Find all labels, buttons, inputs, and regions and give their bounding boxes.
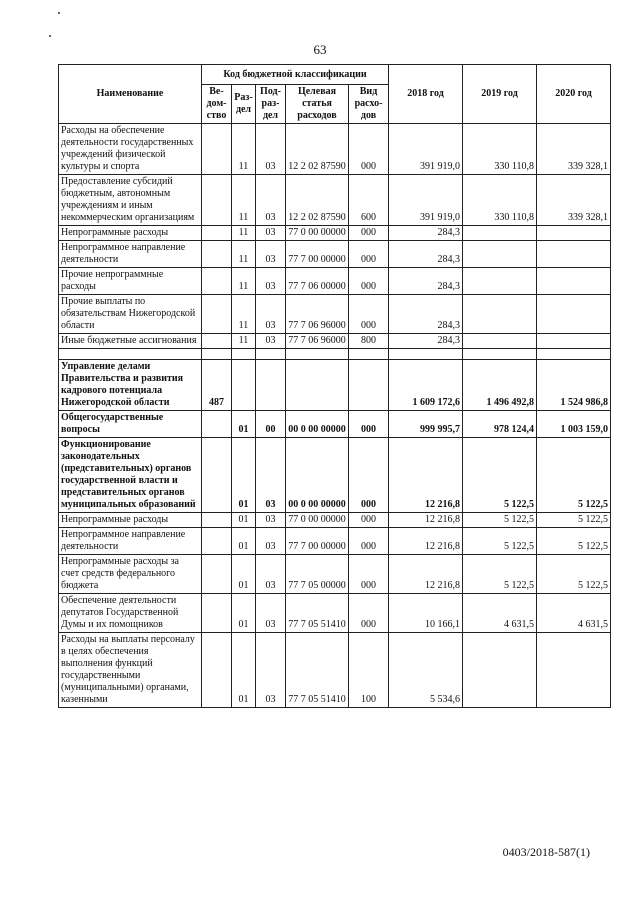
spacer-cell xyxy=(389,349,463,360)
cell-razdel: 01 xyxy=(232,513,256,528)
cell-target: 12 2 02 87590 xyxy=(286,124,349,175)
spacer-cell xyxy=(286,349,349,360)
cell-target: 00 0 00 00000 xyxy=(286,438,349,513)
cell-razdel: 01 xyxy=(232,555,256,594)
cell-ved: 487 xyxy=(202,360,232,411)
header-vid: Вид расхо- дов xyxy=(349,85,389,124)
cell-podrazdel: 03 xyxy=(256,555,286,594)
spacer-cell xyxy=(463,349,537,360)
header-2019: 2019 год xyxy=(463,65,537,124)
cell-2018: 10 166,1 xyxy=(389,594,463,633)
table-row xyxy=(59,295,611,334)
cell-2019: 4 631,5 xyxy=(463,594,537,633)
header-target: Целевая статья расходов xyxy=(286,85,349,124)
cell-razdel: 01 xyxy=(232,528,256,555)
cell-2019 xyxy=(463,633,537,708)
cell-vid: 000 xyxy=(349,241,389,268)
table-body xyxy=(59,124,611,708)
cell-name: Расходы на обеспечение деятельности государственных учреждений физической культуры и спорта xyxy=(59,124,202,175)
spacer-cell xyxy=(537,349,611,360)
cell-name: Обеспечение деятельности депутатов Государственной Думы и их помощников xyxy=(59,594,202,633)
cell-vid xyxy=(349,360,389,411)
table-row xyxy=(59,594,611,633)
cell-vid: 600 xyxy=(349,175,389,226)
cell-2018: 391 919,0 xyxy=(389,175,463,226)
cell-vid: 000 xyxy=(349,555,389,594)
cell-name: Расходы на выплаты персоналу в целях обеспечения выполнения функций государственными (муниципальными) органами, казенными xyxy=(59,633,202,708)
cell-2018: 284,3 xyxy=(389,295,463,334)
cell-vid: 000 xyxy=(349,411,389,438)
cell-name: Предоставление субсидий бюджетным, автономным учреждениям и иным некоммерческим организациям xyxy=(59,175,202,226)
spacer-row xyxy=(59,349,611,360)
cell-2018: 284,3 xyxy=(389,226,463,241)
cell-vid: 000 xyxy=(349,528,389,555)
cell-target: 12 2 02 87590 xyxy=(286,175,349,226)
cell-2018: 5 534,6 xyxy=(389,633,463,708)
budget-table xyxy=(58,64,611,708)
cell-2019: 5 122,5 xyxy=(463,513,537,528)
cell-name: Прочие выплаты по обязательствам Нижегородской области xyxy=(59,295,202,334)
cell-2019: 978 124,4 xyxy=(463,411,537,438)
cell-vid: 000 xyxy=(349,438,389,513)
header-row xyxy=(59,65,611,85)
cell-target: 77 7 05 51410 xyxy=(286,633,349,708)
scan-speck xyxy=(49,35,51,37)
cell-2020: 339 328,1 xyxy=(537,124,611,175)
cell-2018: 284,3 xyxy=(389,241,463,268)
cell-2020 xyxy=(537,241,611,268)
cell-2018: 999 995,7 xyxy=(389,411,463,438)
header-ved: Ве- дом- ство xyxy=(202,85,232,124)
cell-2020: 5 122,5 xyxy=(537,438,611,513)
cell-ved xyxy=(202,411,232,438)
cell-razdel: 11 xyxy=(232,268,256,295)
cell-razdel: 11 xyxy=(232,226,256,241)
document-code: 0403/2018-587(1) xyxy=(502,845,590,859)
cell-2019: 330 110,8 xyxy=(463,175,537,226)
scan-speck xyxy=(58,12,60,14)
cell-2019 xyxy=(463,295,537,334)
cell-name: Прочие непрограммные расходы xyxy=(59,268,202,295)
cell-razdel: 01 xyxy=(232,438,256,513)
cell-vid: 100 xyxy=(349,633,389,708)
table-row xyxy=(59,528,611,555)
header-2018: 2018 год xyxy=(389,65,463,124)
cell-2019 xyxy=(463,226,537,241)
spacer-cell xyxy=(59,349,202,360)
cell-podrazdel: 03 xyxy=(256,438,286,513)
cell-2020: 4 631,5 xyxy=(537,594,611,633)
cell-podrazdel: 03 xyxy=(256,226,286,241)
cell-name: Управление делами Правительства и развития кадрового потенциала Нижегородской области xyxy=(59,360,202,411)
header-name: Наименование xyxy=(59,65,202,124)
cell-2019 xyxy=(463,268,537,295)
cell-name: Иные бюджетные ассигнования xyxy=(59,334,202,349)
cell-podrazdel: 03 xyxy=(256,295,286,334)
cell-2018: 12 216,8 xyxy=(389,555,463,594)
cell-2020: 5 122,5 xyxy=(537,513,611,528)
table-row xyxy=(59,555,611,594)
cell-2018: 284,3 xyxy=(389,268,463,295)
header-podrazdel: Под- раз- дел xyxy=(256,85,286,124)
table-row xyxy=(59,226,611,241)
cell-name: Непрограммное направление деятельности xyxy=(59,241,202,268)
cell-podrazdel: 03 xyxy=(256,124,286,175)
spacer-cell xyxy=(202,349,232,360)
cell-ved xyxy=(202,513,232,528)
cell-2020 xyxy=(537,295,611,334)
cell-name: Непрограммные расходы xyxy=(59,513,202,528)
table-row xyxy=(59,268,611,295)
cell-ved xyxy=(202,594,232,633)
cell-2020 xyxy=(537,226,611,241)
cell-ved xyxy=(202,268,232,295)
cell-vid: 000 xyxy=(349,124,389,175)
cell-2018: 284,3 xyxy=(389,334,463,349)
cell-podrazdel: 03 xyxy=(256,334,286,349)
header-2020: 2020 год xyxy=(537,65,611,124)
cell-2019: 1 496 492,8 xyxy=(463,360,537,411)
cell-target: 77 7 06 00000 xyxy=(286,268,349,295)
cell-2019: 5 122,5 xyxy=(463,438,537,513)
cell-2018: 1 609 172,6 xyxy=(389,360,463,411)
cell-2018: 391 919,0 xyxy=(389,124,463,175)
cell-target: 00 0 00 00000 xyxy=(286,411,349,438)
spacer-cell xyxy=(349,349,389,360)
cell-razdel: 01 xyxy=(232,411,256,438)
cell-podrazdel: 00 xyxy=(256,411,286,438)
cell-razdel: 11 xyxy=(232,175,256,226)
cell-ved xyxy=(202,175,232,226)
spacer-cell xyxy=(256,349,286,360)
spacer-cell xyxy=(232,349,256,360)
cell-podrazdel: 03 xyxy=(256,241,286,268)
cell-target: 77 7 06 96000 xyxy=(286,334,349,349)
cell-2020: 5 122,5 xyxy=(537,528,611,555)
header-razdel: Раз- дел xyxy=(232,85,256,124)
cell-podrazdel: 03 xyxy=(256,633,286,708)
table-row xyxy=(59,334,611,349)
cell-2019 xyxy=(463,334,537,349)
cell-2019: 330 110,8 xyxy=(463,124,537,175)
cell-2020: 1 003 159,0 xyxy=(537,411,611,438)
cell-ved xyxy=(202,528,232,555)
cell-ved xyxy=(202,295,232,334)
cell-razdel xyxy=(232,360,256,411)
cell-podrazdel xyxy=(256,360,286,411)
cell-2019: 5 122,5 xyxy=(463,555,537,594)
cell-2020: 1 524 986,8 xyxy=(537,360,611,411)
cell-target: 77 7 05 51410 xyxy=(286,594,349,633)
cell-vid: 800 xyxy=(349,334,389,349)
cell-target: 77 7 05 00000 xyxy=(286,555,349,594)
cell-name: Непрограммные расходы xyxy=(59,226,202,241)
cell-podrazdel: 03 xyxy=(256,268,286,295)
cell-name: Функционирование законодательных (представительных) органов государственной власти и представительных органов муниципальных образований xyxy=(59,438,202,513)
cell-2020: 5 122,5 xyxy=(537,555,611,594)
cell-target: 77 0 00 00000 xyxy=(286,226,349,241)
header-classification: Код бюджетной классификации xyxy=(202,65,389,85)
cell-razdel: 11 xyxy=(232,241,256,268)
cell-podrazdel: 03 xyxy=(256,513,286,528)
table-row xyxy=(59,513,611,528)
cell-2020: 339 328,1 xyxy=(537,175,611,226)
cell-ved xyxy=(202,124,232,175)
cell-target: 77 7 00 00000 xyxy=(286,528,349,555)
cell-razdel: 11 xyxy=(232,334,256,349)
table-row xyxy=(59,438,611,513)
cell-2018: 12 216,8 xyxy=(389,528,463,555)
cell-target: 77 7 00 00000 xyxy=(286,241,349,268)
cell-name: Общегосударственные вопросы xyxy=(59,411,202,438)
cell-2020 xyxy=(537,268,611,295)
table-row xyxy=(59,360,611,411)
cell-name: Непрограммное направление деятельности xyxy=(59,528,202,555)
cell-2018: 12 216,8 xyxy=(389,513,463,528)
table-row xyxy=(59,241,611,268)
cell-vid: 000 xyxy=(349,594,389,633)
cell-razdel: 01 xyxy=(232,633,256,708)
cell-name: Непрограммные расходы за счет средств федерального бюджета xyxy=(59,555,202,594)
cell-target xyxy=(286,360,349,411)
table-row xyxy=(59,633,611,708)
cell-razdel: 11 xyxy=(232,124,256,175)
cell-ved xyxy=(202,334,232,349)
cell-podrazdel: 03 xyxy=(256,528,286,555)
table-row xyxy=(59,124,611,175)
cell-target: 77 0 00 00000 xyxy=(286,513,349,528)
cell-target: 77 7 06 96000 xyxy=(286,295,349,334)
cell-2020 xyxy=(537,334,611,349)
cell-podrazdel: 03 xyxy=(256,594,286,633)
cell-2019: 5 122,5 xyxy=(463,528,537,555)
cell-ved xyxy=(202,438,232,513)
cell-ved xyxy=(202,633,232,708)
cell-2018: 12 216,8 xyxy=(389,438,463,513)
cell-vid: 000 xyxy=(349,268,389,295)
cell-vid: 000 xyxy=(349,513,389,528)
table-row xyxy=(59,411,611,438)
cell-razdel: 11 xyxy=(232,295,256,334)
cell-2019 xyxy=(463,241,537,268)
cell-2020 xyxy=(537,633,611,708)
cell-ved xyxy=(202,226,232,241)
page-number: 63 xyxy=(313,42,327,57)
cell-razdel: 01 xyxy=(232,594,256,633)
cell-vid: 000 xyxy=(349,295,389,334)
cell-vid: 000 xyxy=(349,226,389,241)
cell-ved xyxy=(202,555,232,594)
cell-podrazdel: 03 xyxy=(256,175,286,226)
table-row xyxy=(59,175,611,226)
cell-ved xyxy=(202,241,232,268)
